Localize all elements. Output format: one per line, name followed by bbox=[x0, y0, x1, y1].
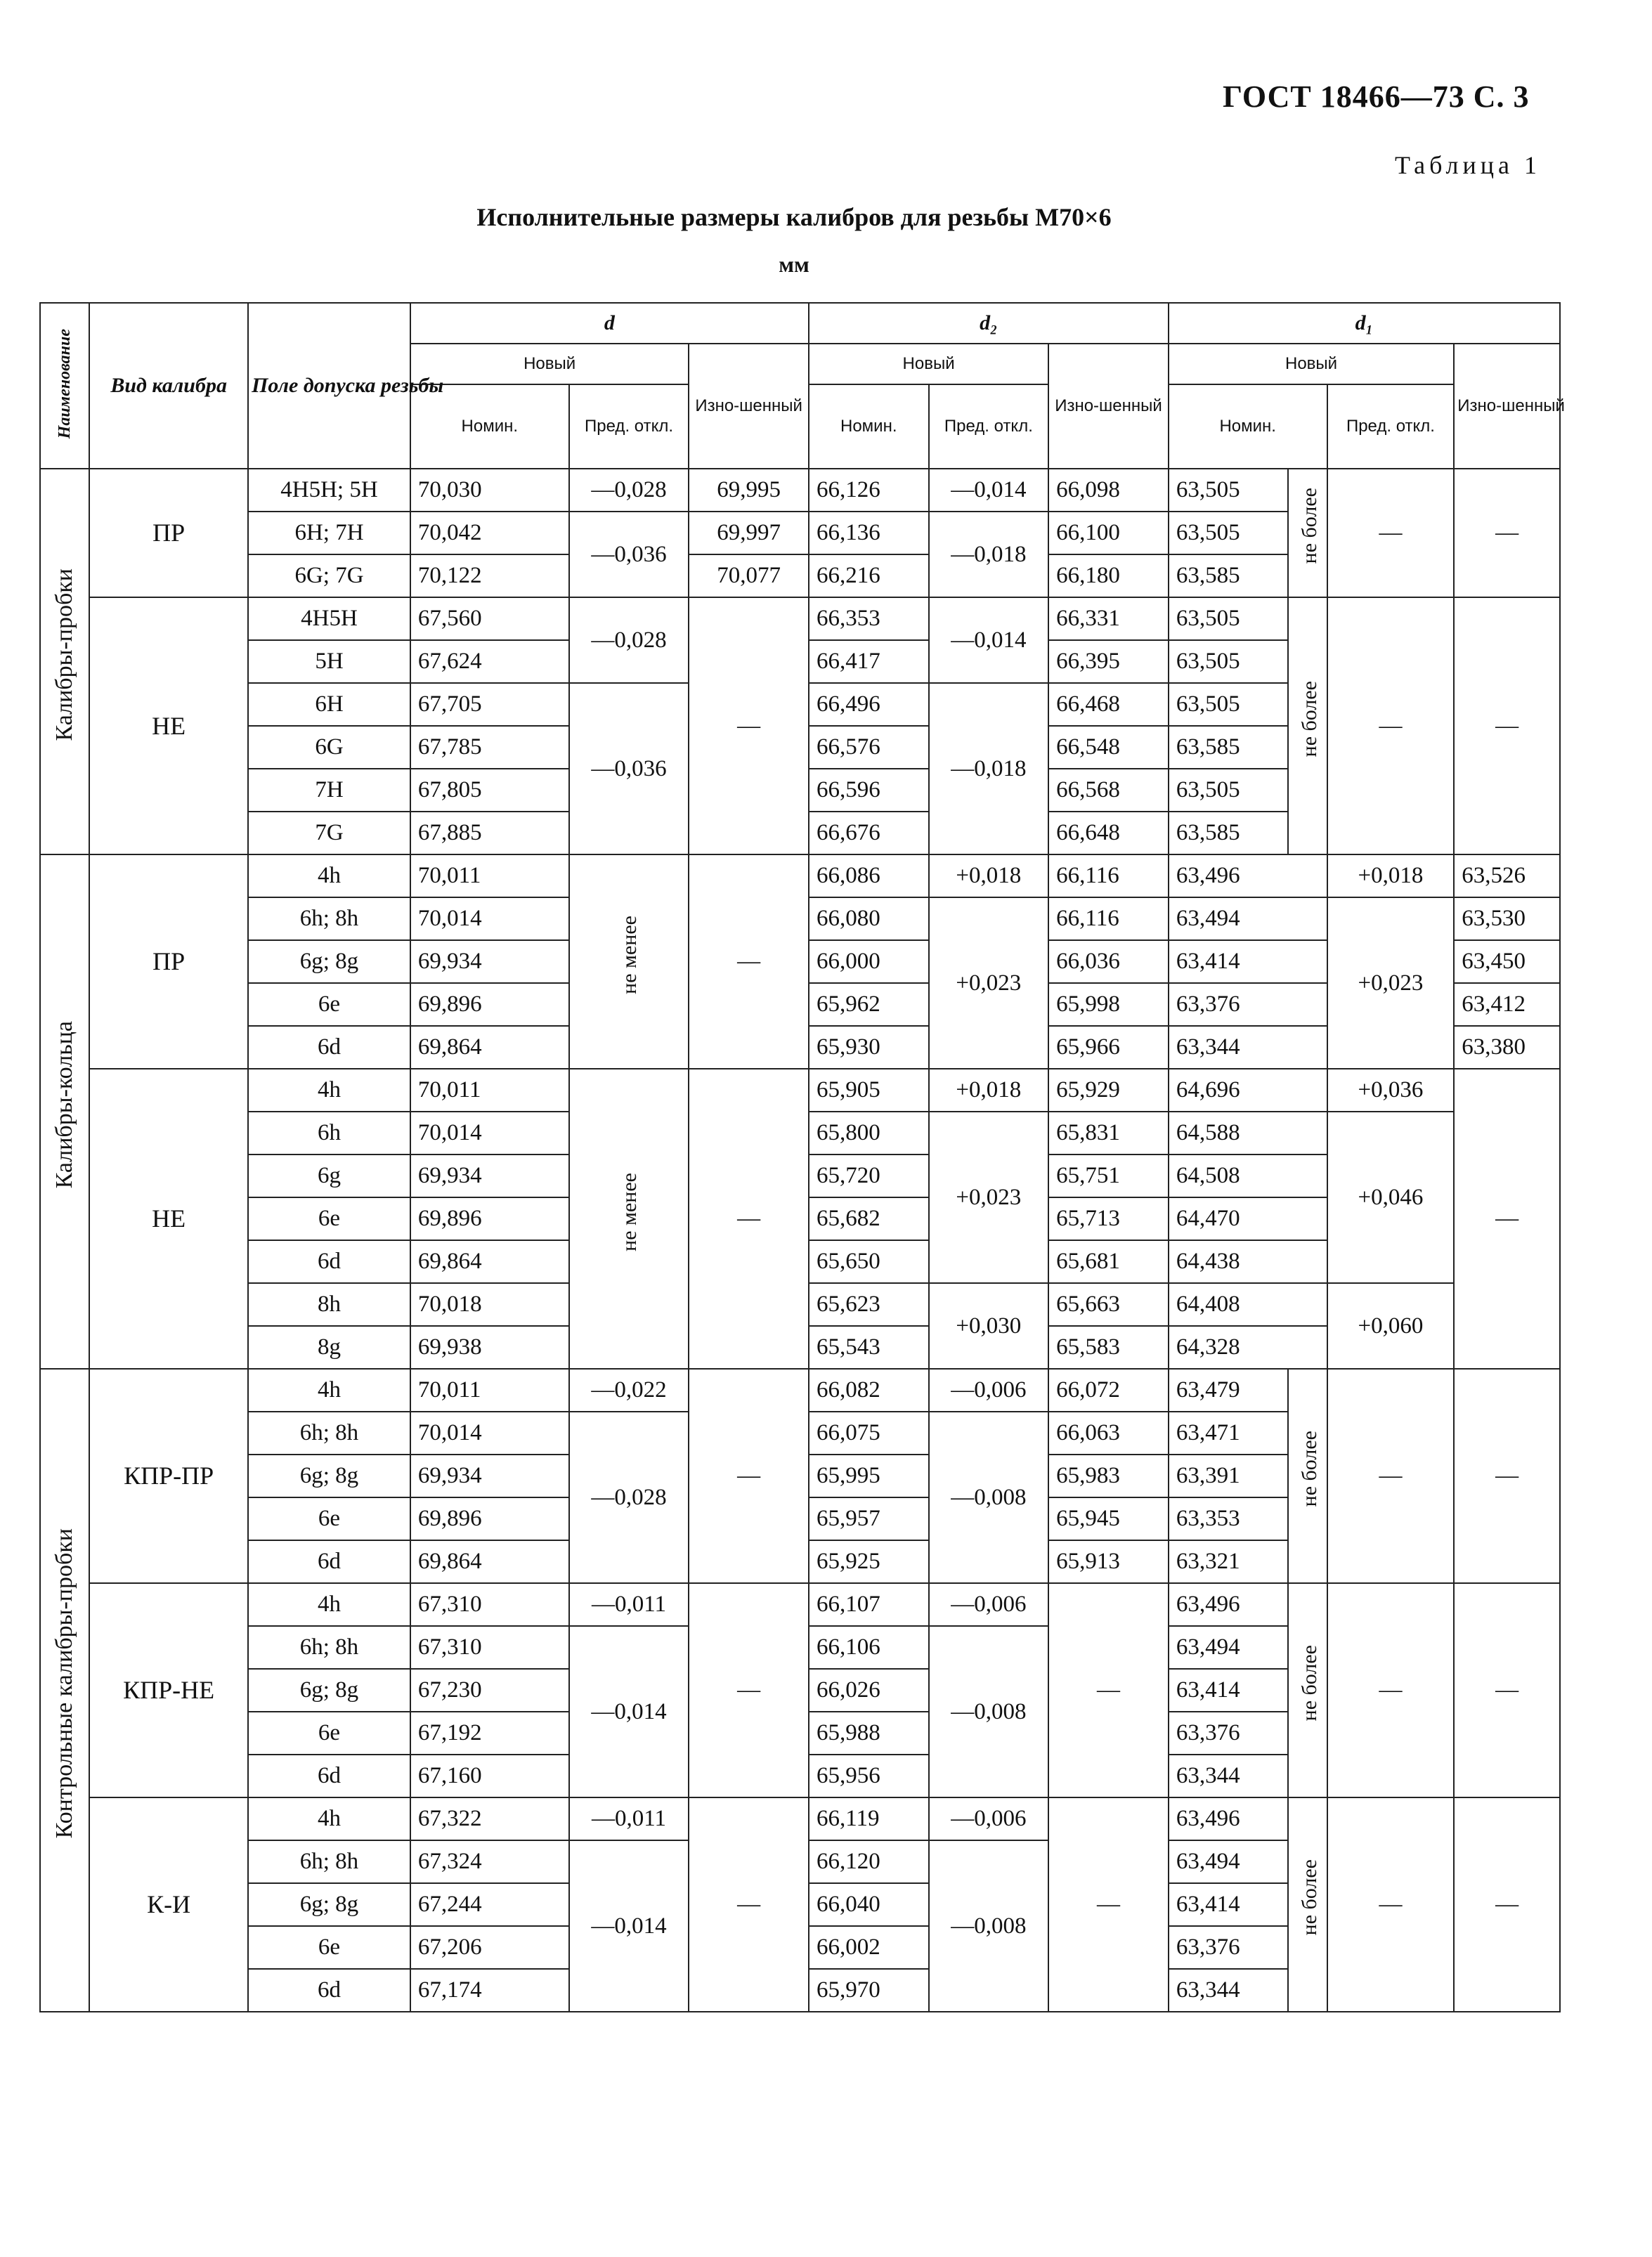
tolerance-field: 7G bbox=[248, 812, 410, 854]
d2-worn: 65,983 bbox=[1048, 1455, 1169, 1497]
d2-worn: 66,548 bbox=[1048, 726, 1169, 769]
tolerance-field: 6d bbox=[248, 1240, 410, 1283]
d2-nominal: 65,962 bbox=[809, 983, 929, 1026]
table-unit: мм bbox=[779, 252, 809, 277]
d1-worn: 63,530 bbox=[1454, 897, 1560, 940]
d2-deviation: —0,018 bbox=[929, 512, 1049, 597]
tolerance-field: 6H; 7H bbox=[248, 512, 410, 554]
d1-deviation: — bbox=[1327, 1797, 1455, 2012]
d2-deviation: —0,006 bbox=[929, 1797, 1049, 1840]
d2-worn: 65,929 bbox=[1048, 1069, 1169, 1112]
tolerance-field: 6d bbox=[248, 1755, 410, 1797]
d2-worn: — bbox=[1048, 1583, 1169, 1797]
gauge-kind: КПР-ПР bbox=[89, 1369, 248, 1583]
d2-worn: 66,180 bbox=[1048, 554, 1169, 597]
d2-nominal: 66,126 bbox=[809, 469, 929, 512]
d-nominal: 67,324 bbox=[410, 1840, 569, 1883]
d1-nominal: 63,376 bbox=[1169, 1926, 1289, 1969]
tolerance-field: 6h; 8h bbox=[248, 897, 410, 940]
d1-nominal: 63,414 bbox=[1169, 940, 1327, 983]
d2-worn: 66,468 bbox=[1048, 683, 1169, 726]
d-nominal: 67,624 bbox=[410, 640, 569, 683]
d2-nominal: 66,080 bbox=[809, 897, 929, 940]
d-nominal: 70,011 bbox=[410, 1369, 569, 1412]
tolerance-field: 8g bbox=[248, 1326, 410, 1369]
d2-deviation: —0,008 bbox=[929, 1412, 1049, 1583]
group-name: Калибры-кольца bbox=[40, 854, 89, 1369]
d2-nominal: 66,496 bbox=[809, 683, 929, 726]
d2-deviation: +0,030 bbox=[929, 1283, 1049, 1369]
header-d: d bbox=[410, 303, 809, 344]
tolerance-field: 6g; 8g bbox=[248, 1669, 410, 1712]
d2-nominal: 65,957 bbox=[809, 1497, 929, 1540]
d1-worn: — bbox=[1454, 1583, 1560, 1797]
d2-nominal: 65,905 bbox=[809, 1069, 929, 1112]
d1-nominal: 63,496 bbox=[1169, 854, 1327, 897]
tolerance-field: 6G bbox=[248, 726, 410, 769]
d2-nominal: 66,107 bbox=[809, 1583, 929, 1626]
d2-worn: 66,098 bbox=[1048, 469, 1169, 512]
d-nominal: 67,174 bbox=[410, 1969, 569, 2012]
d1-worn: 63,450 bbox=[1454, 940, 1560, 983]
d1-nominal: 63,505 bbox=[1169, 769, 1289, 812]
d2-nominal: 66,216 bbox=[809, 554, 929, 597]
d2-worn: 66,036 bbox=[1048, 940, 1169, 983]
d2-deviation: —0,014 bbox=[929, 469, 1049, 512]
d-deviation: —0,028 bbox=[569, 597, 689, 683]
d-deviation: —0,028 bbox=[569, 1412, 689, 1583]
d-nominal: 67,885 bbox=[410, 812, 569, 854]
d1-deviation: — bbox=[1327, 1369, 1455, 1583]
d2-nominal: 65,650 bbox=[809, 1240, 929, 1283]
group-name: Контрольные калибры-пробки bbox=[40, 1369, 89, 2012]
tolerance-field: 6e bbox=[248, 1712, 410, 1755]
d1-nominal: 63,505 bbox=[1169, 683, 1289, 726]
header-name: Наименование bbox=[40, 303, 89, 469]
d-nominal: 70,011 bbox=[410, 1069, 569, 1112]
header-nom-d1: Номин. bbox=[1169, 384, 1327, 469]
header-dev-d2: Пред. откл. bbox=[929, 384, 1049, 469]
d2-nominal: 65,970 bbox=[809, 1969, 929, 2012]
d1-nominal: 63,505 bbox=[1169, 640, 1289, 683]
d1-nominal: 63,391 bbox=[1169, 1455, 1289, 1497]
tolerance-field: 6G; 7G bbox=[248, 554, 410, 597]
d-nominal: 67,310 bbox=[410, 1626, 569, 1669]
tolerance-field: 6H bbox=[248, 683, 410, 726]
d-nominal: 70,014 bbox=[410, 897, 569, 940]
d-deviation: —0,014 bbox=[569, 1840, 689, 2012]
d2-nominal: 66,075 bbox=[809, 1412, 929, 1455]
d1-worn: 63,526 bbox=[1454, 854, 1560, 897]
d2-deviation: —0,014 bbox=[929, 597, 1049, 683]
d-nominal: 69,896 bbox=[410, 1497, 569, 1540]
tolerance-field: 4H5H bbox=[248, 597, 410, 640]
gauge-kind: НЕ bbox=[89, 1069, 248, 1369]
d-nominal: 69,934 bbox=[410, 940, 569, 983]
d2-worn: 66,072 bbox=[1048, 1369, 1169, 1412]
d2-worn: 66,568 bbox=[1048, 769, 1169, 812]
header-new-d: Новый bbox=[410, 344, 689, 384]
d2-nominal: 66,676 bbox=[809, 812, 929, 854]
d1-worn: 63,412 bbox=[1454, 983, 1560, 1026]
d1-nominal: 63,505 bbox=[1169, 512, 1289, 554]
d2-nominal: 65,720 bbox=[809, 1154, 929, 1197]
d1-nominal: 64,470 bbox=[1169, 1197, 1327, 1240]
d-nominal: 69,864 bbox=[410, 1026, 569, 1069]
tolerance-field: 6e bbox=[248, 1926, 410, 1969]
d-nominal: 67,160 bbox=[410, 1755, 569, 1797]
d-worn: — bbox=[689, 854, 809, 1069]
d-nominal: 67,805 bbox=[410, 769, 569, 812]
d-deviation: —0,014 bbox=[569, 1626, 689, 1797]
d-nominal: 67,560 bbox=[410, 597, 569, 640]
d1-nominal: 63,376 bbox=[1169, 1712, 1289, 1755]
tolerance-field: 6h; 8h bbox=[248, 1626, 410, 1669]
d1-nominal: 64,438 bbox=[1169, 1240, 1327, 1283]
note-no-less: не менее bbox=[569, 854, 689, 1069]
d-nominal: 69,938 bbox=[410, 1326, 569, 1369]
d2-nominal: 66,082 bbox=[809, 1369, 929, 1412]
note-no-more: не более bbox=[1288, 1797, 1327, 2012]
d2-worn: 65,913 bbox=[1048, 1540, 1169, 1583]
tolerance-field: 6g; 8g bbox=[248, 940, 410, 983]
tolerance-field: 6d bbox=[248, 1969, 410, 2012]
tolerance-field: 4h bbox=[248, 1069, 410, 1112]
tolerance-field: 6e bbox=[248, 1497, 410, 1540]
d-nominal: 69,896 bbox=[410, 983, 569, 1026]
header-dev-d: Пред. откл. bbox=[569, 384, 689, 469]
tolerance-field: 4H5H; 5H bbox=[248, 469, 410, 512]
d1-nominal: 63,494 bbox=[1169, 897, 1327, 940]
tolerance-field: 4h bbox=[248, 1583, 410, 1626]
d2-nominal: 65,956 bbox=[809, 1755, 929, 1797]
header-d2: d₂ bbox=[809, 303, 1169, 344]
gauge-kind: ПР bbox=[89, 469, 248, 597]
d1-nominal: 63,505 bbox=[1169, 469, 1289, 512]
d1-deviation: — bbox=[1327, 469, 1455, 597]
tolerance-field: 6d bbox=[248, 1540, 410, 1583]
d2-nominal: 65,925 bbox=[809, 1540, 929, 1583]
d2-worn: 65,966 bbox=[1048, 1026, 1169, 1069]
d2-nominal: 66,120 bbox=[809, 1840, 929, 1883]
d2-nominal: 65,988 bbox=[809, 1712, 929, 1755]
d-nominal: 70,018 bbox=[410, 1283, 569, 1326]
d2-nominal: 66,000 bbox=[809, 940, 929, 983]
d2-nominal: 66,040 bbox=[809, 1883, 929, 1926]
d2-nominal: 66,002 bbox=[809, 1926, 929, 1969]
tolerance-field: 5H bbox=[248, 640, 410, 683]
table-title: Исполнительные размеры калибров для резьбы М70×6 bbox=[476, 203, 1112, 231]
d1-nominal: 64,696 bbox=[1169, 1069, 1327, 1112]
d2-deviation: —0,008 bbox=[929, 1626, 1049, 1797]
d1-nominal: 64,408 bbox=[1169, 1283, 1327, 1326]
d-deviation: —0,011 bbox=[569, 1583, 689, 1626]
d2-nominal: 65,543 bbox=[809, 1326, 929, 1369]
tolerance-field: 6g bbox=[248, 1154, 410, 1197]
d1-deviation: +0,018 bbox=[1327, 854, 1455, 897]
header-nom-d: Номин. bbox=[410, 384, 569, 469]
header-worn-d1: Изно-шенный bbox=[1454, 344, 1560, 469]
d2-deviation: +0,018 bbox=[929, 1069, 1049, 1112]
d2-worn: — bbox=[1048, 1797, 1169, 2012]
tolerance-field: 6g; 8g bbox=[248, 1455, 410, 1497]
d1-nominal: 63,496 bbox=[1169, 1797, 1289, 1840]
d1-nominal: 63,344 bbox=[1169, 1026, 1327, 1069]
d2-nominal: 65,995 bbox=[809, 1455, 929, 1497]
d2-worn: 65,583 bbox=[1048, 1326, 1169, 1369]
d-nominal: 67,244 bbox=[410, 1883, 569, 1926]
d2-deviation: +0,023 bbox=[929, 897, 1049, 1069]
d-nominal: 67,206 bbox=[410, 1926, 569, 1969]
note-no-more: не более bbox=[1288, 469, 1327, 597]
gauge-kind: К-И bbox=[89, 1797, 248, 2012]
d1-nominal: 63,479 bbox=[1169, 1369, 1289, 1412]
dimensions-table bbox=[39, 302, 1565, 2012]
d-nominal: 70,014 bbox=[410, 1412, 569, 1455]
d1-nominal: 63,496 bbox=[1169, 1583, 1289, 1626]
d-nominal: 70,014 bbox=[410, 1112, 569, 1154]
d-worn: 69,995 bbox=[689, 469, 809, 512]
tolerance-field: 7H bbox=[248, 769, 410, 812]
d-nominal: 67,192 bbox=[410, 1712, 569, 1755]
gauge-kind: НЕ bbox=[89, 597, 248, 854]
d1-worn: — bbox=[1454, 597, 1560, 854]
d-nominal: 70,042 bbox=[410, 512, 569, 554]
d-nominal: 70,030 bbox=[410, 469, 569, 512]
d1-nominal: 63,471 bbox=[1169, 1412, 1289, 1455]
d1-nominal: 63,494 bbox=[1169, 1626, 1289, 1669]
gauge-kind: КПР-НЕ bbox=[89, 1583, 248, 1797]
tolerance-field: 4h bbox=[248, 1797, 410, 1840]
d-nominal: 70,011 bbox=[410, 854, 569, 897]
header-worn-d: Изно-шенный bbox=[689, 344, 809, 469]
d1-deviation: — bbox=[1327, 597, 1455, 854]
d1-nominal: 63,321 bbox=[1169, 1540, 1289, 1583]
d2-deviation: —0,008 bbox=[929, 1840, 1049, 2012]
d-nominal: 69,896 bbox=[410, 1197, 569, 1240]
tolerance-field: 4h bbox=[248, 854, 410, 897]
header-dev-d1: Пред. откл. bbox=[1327, 384, 1455, 469]
header-d1: d₁ bbox=[1169, 303, 1560, 344]
d2-deviation: —0,006 bbox=[929, 1369, 1049, 1412]
d1-worn: — bbox=[1454, 1069, 1560, 1369]
d1-worn: — bbox=[1454, 1369, 1560, 1583]
d-deviation: —0,036 bbox=[569, 683, 689, 854]
d1-deviation: +0,046 bbox=[1327, 1112, 1455, 1283]
d2-deviation: —0,006 bbox=[929, 1583, 1049, 1626]
d2-worn: 65,831 bbox=[1048, 1112, 1169, 1154]
d2-worn: 66,648 bbox=[1048, 812, 1169, 854]
tolerance-field: 6e bbox=[248, 1197, 410, 1240]
group-name: Калибры-пробки bbox=[40, 469, 89, 854]
d2-worn: 65,713 bbox=[1048, 1197, 1169, 1240]
d-worn: — bbox=[689, 1583, 809, 1797]
tolerance-field: 6e bbox=[248, 983, 410, 1026]
d2-worn: 66,395 bbox=[1048, 640, 1169, 683]
d-nominal: 69,864 bbox=[410, 1540, 569, 1583]
d1-nominal: 63,505 bbox=[1169, 597, 1289, 640]
header-worn-d2: Изно-шенный bbox=[1048, 344, 1169, 469]
d-worn: 70,077 bbox=[689, 554, 809, 597]
d1-worn: — bbox=[1454, 1797, 1560, 2012]
d-nominal: 67,230 bbox=[410, 1669, 569, 1712]
tolerance-field: 8h bbox=[248, 1283, 410, 1326]
d-nominal: 69,934 bbox=[410, 1154, 569, 1197]
d2-worn: 65,751 bbox=[1048, 1154, 1169, 1197]
d2-worn: 66,331 bbox=[1048, 597, 1169, 640]
d-deviation: —0,028 bbox=[569, 469, 689, 512]
d1-nominal: 63,585 bbox=[1169, 726, 1289, 769]
header-nom-d2: Номин. bbox=[809, 384, 929, 469]
note-no-less: не менее bbox=[569, 1069, 689, 1369]
d-worn: — bbox=[689, 1369, 809, 1583]
d2-worn: 66,116 bbox=[1048, 897, 1169, 940]
d2-nominal: 66,086 bbox=[809, 854, 929, 897]
d-nominal: 69,864 bbox=[410, 1240, 569, 1283]
d2-nominal: 65,930 bbox=[809, 1026, 929, 1069]
d2-nominal: 66,596 bbox=[809, 769, 929, 812]
d-nominal: 67,310 bbox=[410, 1583, 569, 1626]
tolerance-field: 6g; 8g bbox=[248, 1883, 410, 1926]
d1-deviation: +0,023 bbox=[1327, 897, 1455, 1069]
d1-nominal: 63,414 bbox=[1169, 1883, 1289, 1926]
tolerance-field: 6h; 8h bbox=[248, 1840, 410, 1883]
d2-worn: 66,063 bbox=[1048, 1412, 1169, 1455]
d1-deviation: +0,036 bbox=[1327, 1069, 1455, 1112]
d2-worn: 65,663 bbox=[1048, 1283, 1169, 1326]
d2-worn: 65,998 bbox=[1048, 983, 1169, 1026]
d-nominal: 69,934 bbox=[410, 1455, 569, 1497]
d1-nominal: 63,376 bbox=[1169, 983, 1327, 1026]
d1-nominal: 64,508 bbox=[1169, 1154, 1327, 1197]
d2-nominal: 66,119 bbox=[809, 1797, 929, 1840]
page-header: ГОСТ 18466—73 С. 3 bbox=[1223, 79, 1530, 114]
d2-worn: 65,945 bbox=[1048, 1497, 1169, 1540]
header-new-d1: Новый bbox=[1169, 344, 1454, 384]
tolerance-field: 6d bbox=[248, 1026, 410, 1069]
d1-nominal: 63,344 bbox=[1169, 1755, 1289, 1797]
d-deviation: —0,022 bbox=[569, 1369, 689, 1412]
d-worn: — bbox=[689, 1069, 809, 1369]
d2-nominal: 65,800 bbox=[809, 1112, 929, 1154]
d2-worn: 65,681 bbox=[1048, 1240, 1169, 1283]
header-new-d2: Новый bbox=[809, 344, 1048, 384]
d1-worn: 63,380 bbox=[1454, 1026, 1560, 1069]
d2-nominal: 66,136 bbox=[809, 512, 929, 554]
d1-nominal: 63,414 bbox=[1169, 1669, 1289, 1712]
d2-nominal: 66,417 bbox=[809, 640, 929, 683]
d-deviation: —0,036 bbox=[569, 512, 689, 597]
d1-nominal: 63,344 bbox=[1169, 1969, 1289, 2012]
d2-nominal: 66,576 bbox=[809, 726, 929, 769]
d2-deviation: —0,018 bbox=[929, 683, 1049, 854]
d1-nominal: 64,328 bbox=[1169, 1326, 1327, 1369]
d-worn: — bbox=[689, 597, 809, 854]
d2-nominal: 65,682 bbox=[809, 1197, 929, 1240]
d2-worn: 66,100 bbox=[1048, 512, 1169, 554]
d-deviation: —0,011 bbox=[569, 1797, 689, 1840]
gauge-kind: ПР bbox=[89, 854, 248, 1069]
d2-deviation: +0,018 bbox=[929, 854, 1049, 897]
note-no-more: не более bbox=[1288, 1583, 1327, 1797]
d1-nominal: 64,588 bbox=[1169, 1112, 1327, 1154]
header-kind: Вид калибра bbox=[89, 303, 248, 469]
d-nominal: 67,322 bbox=[410, 1797, 569, 1840]
d2-nominal: 66,026 bbox=[809, 1669, 929, 1712]
d-nominal: 67,785 bbox=[410, 726, 569, 769]
d-worn: — bbox=[689, 1797, 809, 2012]
d2-nominal: 65,623 bbox=[809, 1283, 929, 1326]
d2-nominal: 66,353 bbox=[809, 597, 929, 640]
d1-nominal: 63,494 bbox=[1169, 1840, 1289, 1883]
d1-deviation: +0,060 bbox=[1327, 1283, 1455, 1369]
tolerance-field: 6h; 8h bbox=[248, 1412, 410, 1455]
d2-deviation: +0,023 bbox=[929, 1112, 1049, 1283]
note-no-more: не более bbox=[1288, 597, 1327, 854]
d1-nominal: 63,585 bbox=[1169, 554, 1289, 597]
d1-nominal: 63,585 bbox=[1169, 812, 1289, 854]
note-no-more: не более bbox=[1288, 1369, 1327, 1583]
d-nominal: 67,705 bbox=[410, 683, 569, 726]
d2-worn: 66,116 bbox=[1048, 854, 1169, 897]
d1-worn: — bbox=[1454, 469, 1560, 597]
d1-deviation: — bbox=[1327, 1583, 1455, 1797]
table-label: Таблица 1 bbox=[1395, 151, 1541, 179]
d2-nominal: 66,106 bbox=[809, 1626, 929, 1669]
d1-nominal: 63,353 bbox=[1169, 1497, 1289, 1540]
d-nominal: 70,122 bbox=[410, 554, 569, 597]
tolerance-field: 4h bbox=[248, 1369, 410, 1412]
tolerance-field: 6h bbox=[248, 1112, 410, 1154]
header-field: Поле допуска резьбы bbox=[248, 303, 410, 469]
d-worn: 69,997 bbox=[689, 512, 809, 554]
